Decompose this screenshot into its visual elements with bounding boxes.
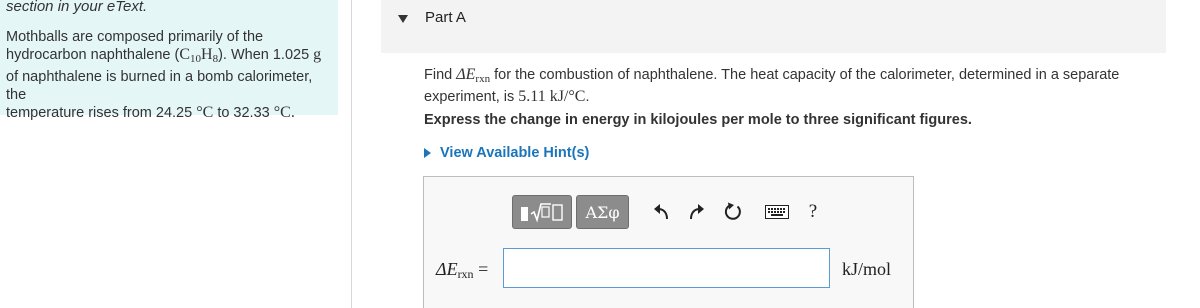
view-hints-link[interactable] — [424, 145, 589, 161]
question-text-part: for the combustion of naphthalene. The heat capacity of the calorimeter, determined in a separate — [494, 67, 1120, 83]
answer-label-sub: rxn — [457, 267, 474, 281]
undo-arrow-icon — [652, 203, 670, 221]
problem-statement — [6, 28, 334, 122]
answer-units: kJ/mol — [842, 259, 892, 279]
formula-h-sub: 8 — [212, 53, 219, 65]
problem-text: ). When 1.025 — [218, 47, 310, 63]
problem-line-3: of naphthalene is burned in a bomb calorimeter, the — [6, 69, 313, 103]
problem-text: temperature rises from 24.25 — [6, 105, 193, 121]
question-text-part: . — [585, 89, 590, 105]
answer-label-delta: ΔE — [436, 259, 458, 279]
help-button[interactable]: ? — [808, 201, 818, 222]
problem-text: hydrocarbon naphthalene ( — [6, 47, 180, 63]
formula-c: C — [179, 46, 190, 63]
unit-degc: °C — [196, 104, 214, 121]
panel-divider — [351, 0, 352, 308]
hint-link-label: View Available Hint(s) — [440, 145, 590, 161]
unit-degc: °C. — [273, 104, 295, 121]
redo-button[interactable] — [679, 195, 715, 229]
keyboard-button[interactable] — [759, 195, 795, 229]
templates-button[interactable] — [512, 195, 572, 229]
unit-g: g — [313, 46, 322, 63]
reset-button[interactable] — [715, 195, 751, 229]
undo-button[interactable] — [643, 195, 679, 229]
greek-symbols-button[interactable]: ΑΣφ — [576, 195, 629, 229]
problem-line-1: Mothballs are composed primarily of the — [6, 29, 264, 45]
formula-h: H — [201, 46, 213, 63]
formula-c-sub: 10 — [190, 53, 201, 65]
instruction-text: Express the change in energy in kilojoules per mole to three significant figures. — [424, 112, 972, 128]
problem-text: to 32.33 — [217, 105, 270, 121]
math-toolbar — [512, 194, 831, 230]
delta-e: ΔE — [456, 66, 476, 83]
question-line-2 — [424, 88, 1184, 106]
problem-line-2 — [6, 46, 334, 68]
part-header[interactable] — [381, 0, 1166, 53]
info-top-text: section in your eText. — [6, 0, 148, 15]
answer-input[interactable] — [503, 248, 830, 288]
question-text-part: experiment, is — [424, 89, 515, 105]
question-text — [424, 66, 1184, 106]
templates-sqrt-icon — [520, 201, 564, 223]
question-text-part: Find — [424, 67, 453, 83]
heat-capacity-value: 5.11 kJ/°C — [518, 88, 586, 105]
collapse-arrow-icon[interactable] — [398, 15, 408, 23]
answer-box — [423, 176, 914, 308]
answer-label-equals: = — [478, 259, 489, 279]
redo-arrow-icon — [688, 203, 706, 221]
rxn-sub: rxn — [475, 73, 491, 85]
question-line-1 — [424, 66, 1184, 88]
delta-e-rxn — [456, 66, 490, 83]
part-title: Part A — [425, 9, 466, 26]
expand-arrow-icon — [424, 148, 431, 158]
info-panel — [0, 0, 338, 121]
reset-icon — [723, 202, 743, 222]
formula-naphthalene — [179, 46, 218, 63]
problem-line-4 — [6, 104, 334, 122]
keyboard-icon — [765, 205, 789, 219]
answer-label — [436, 259, 488, 282]
